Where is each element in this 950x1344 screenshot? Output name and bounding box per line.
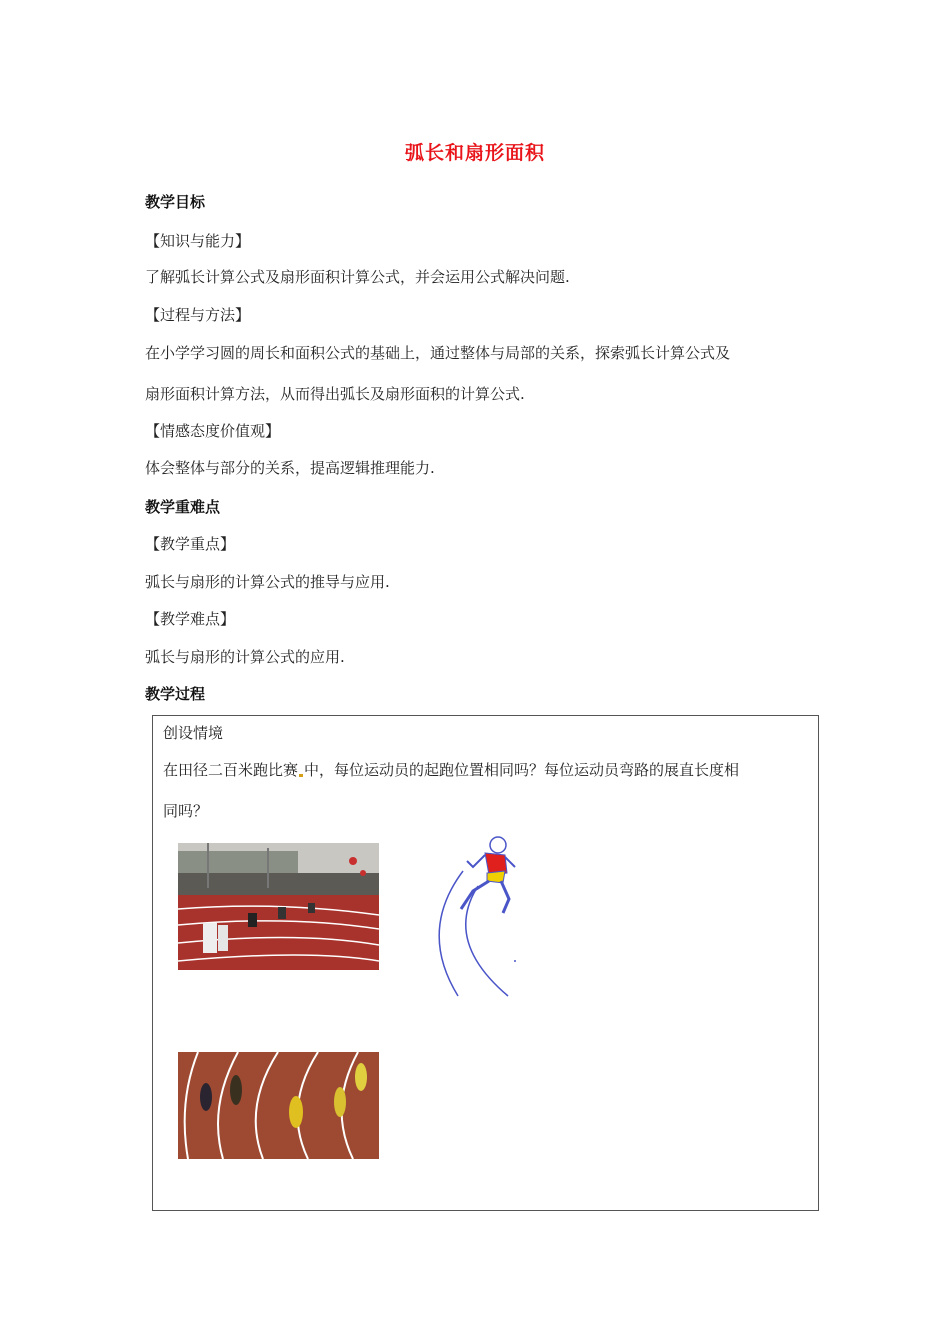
subheading-emotion: 【情感态度价值观】 [145,422,281,440]
scenario-question-part1: 在田径二百米跑比赛 [163,761,299,779]
section-heading-process: 教学过程 [145,685,206,703]
paragraph-difficulty: 弧长与扇形的计算公式的应用. [145,648,345,666]
section-heading-goals: 教学目标 [145,193,206,211]
subheading-focus: 【教学重点】 [145,535,236,553]
scenario-question-part2: 中，每位运动员的起跑位置相同吗？每位运动员弯路的展直长度相 [304,761,740,779]
section-heading-keypoints: 教学重难点 [145,498,221,516]
scenario-question-line2: 同吗？ [163,802,209,820]
editor-mark [299,774,303,777]
paragraph-focus: 弧长与扇形的计算公式的推导与应用. [145,573,390,591]
runners-lanes-photo [178,1052,379,1159]
paragraph-process-method-line2: 扇形面积计算方法，从而得出弧长及扇形面积的计算公式. [145,385,525,403]
scenario-label: 创设情境 [163,724,224,742]
stadium-start-photo [178,843,379,970]
subheading-process-method: 【过程与方法】 [145,306,251,324]
runner-sketch [423,831,533,1001]
paragraph-process-method-line1: 在小学学习圆的周长和面积公式的基础上，通过整体与局部的关系，探索弧长计算公式及 [145,344,731,362]
paragraph-emotion: 体会整体与部分的关系，提高逻辑推理能力. [145,459,435,477]
scenario-question-line1 [163,759,739,780]
subheading-knowledge: 【知识与能力】 [145,232,251,250]
page-title: 弧长和扇形面积 [404,142,545,164]
scenario-box [152,715,819,1211]
subheading-difficulty: 【教学难点】 [145,610,236,628]
paragraph-knowledge: 了解弧长计算公式及扇形面积计算公式，并会运用公式解决问题. [145,268,570,286]
